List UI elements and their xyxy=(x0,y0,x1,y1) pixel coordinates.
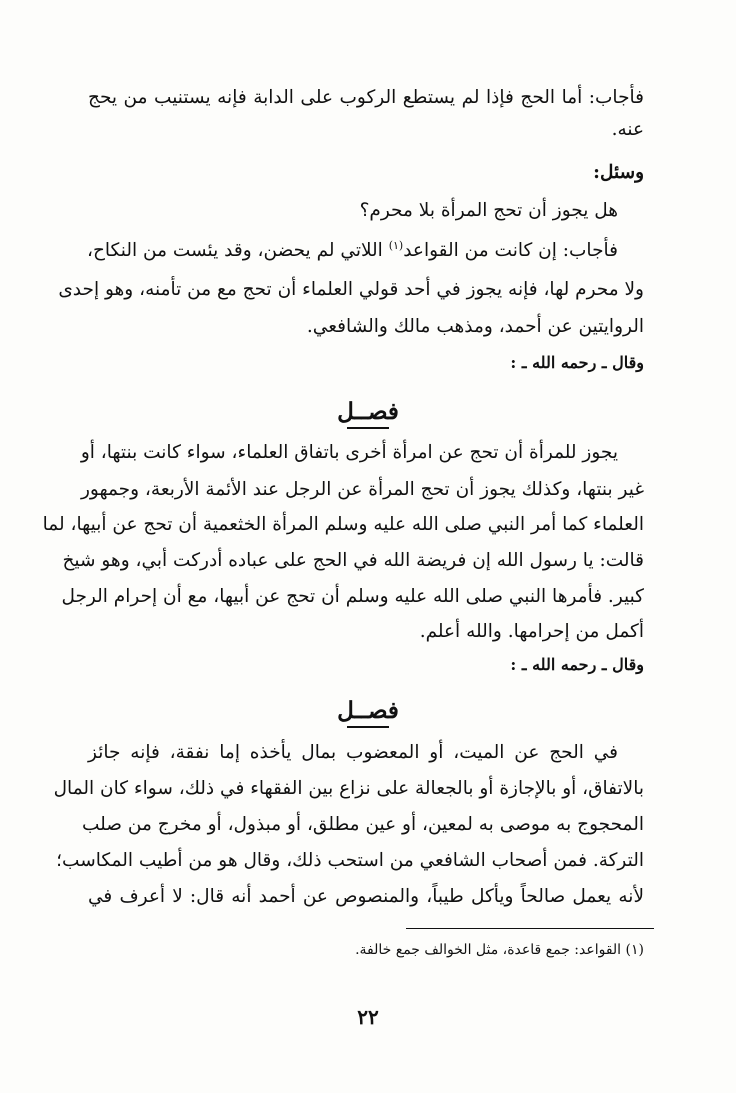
text-line: قالت: يا رسول الله إن فريضة الله في الحج على عباده أدركت أبي، وهو شيخ xyxy=(62,550,644,571)
section-heading-text: فصــل xyxy=(337,398,399,425)
heading-underline xyxy=(347,726,389,728)
text-line: يجوز للمرأة أن تحج عن امرأة أخرى باتفاق العلماء، سواء كانت بنتها، أو xyxy=(80,442,618,463)
text-line xyxy=(88,240,618,261)
text-line: فأجاب: أما الحج فإذا لم يستطع الركوب على الدابة فإنه يستنيب من يحج xyxy=(88,87,644,108)
text-line: كبير. فأمرها النبي صلى الله عليه وسلم أن تحج عن أبيها، مع أن إحرام الرجل xyxy=(61,586,644,607)
text-line: العلماء كما أمر النبي صلى الله عليه وسلم المرأة الخثعمية أن تحج عن أبيها، لما xyxy=(42,514,644,535)
question-text: هل يجوز أن تحج المرأة بلا محرم؟ xyxy=(359,200,618,221)
text-fragment: فأجاب: إن كانت من القواعد xyxy=(403,240,618,262)
text-line: بالاتفاق، أو بالإجازة أو بالجعالة على نزاع بين الفقهاء في ذلك، سواء كان المال xyxy=(53,778,644,799)
heading-underline xyxy=(347,427,389,429)
footnote-marker: (١) xyxy=(388,239,404,252)
footnote: (١) القواعد: جمع قاعدة، مثل الخوالف جمع خالفة. xyxy=(355,942,644,958)
section-heading-text: فصــل xyxy=(337,697,399,724)
text-line: المحجوج به موصى به لمعين، أو عين مطلق، أو مبذول، أو مخرج من صلب xyxy=(81,814,644,835)
text-fragment: اللاتي لم يحضن، وقد يئست من النكاح، xyxy=(86,240,389,262)
section-heading xyxy=(0,398,736,429)
section-heading xyxy=(0,697,736,728)
question-label: وسئل: xyxy=(593,162,644,183)
page-number: ٢٢ xyxy=(357,1005,379,1029)
saying-label: وقال ـ رحمه الله ـ : xyxy=(510,353,644,372)
text-line: في الحج عن الميت، أو المعضوب بمال يأخذه إما نفقة، فإنه جائز xyxy=(88,742,618,763)
text-line: أكمل من إحرامها. والله أعلم. xyxy=(419,621,644,642)
text-line: لأنه يعمل صالحاً ويأكل طيباً، والمنصوص عن أحمد أنه قال: لا أعرف في xyxy=(88,886,644,907)
text-line: التركة. فمن أصحاب الشافعي من استحب ذلك، وقال هو من أطيب المكاسب؛ xyxy=(56,850,644,871)
text-line: الروايتين عن أحمد، ومذهب مالك والشافعي. xyxy=(306,316,644,337)
saying-label: وقال ـ رحمه الله ـ : xyxy=(510,655,644,674)
footnote-separator xyxy=(406,928,654,929)
text-line: ولا محرم لها، فإنه يجوز في أحد قولي العلماء أن تحج مع من تأمنه، وهو إحدى xyxy=(58,279,644,300)
text-line: عنه. xyxy=(611,119,644,140)
text-line: غير بنتها، وكذلك يجوز أن تحج المرأة عن الرجل عند الأئمة الأربعة، وجمهور xyxy=(80,479,644,500)
